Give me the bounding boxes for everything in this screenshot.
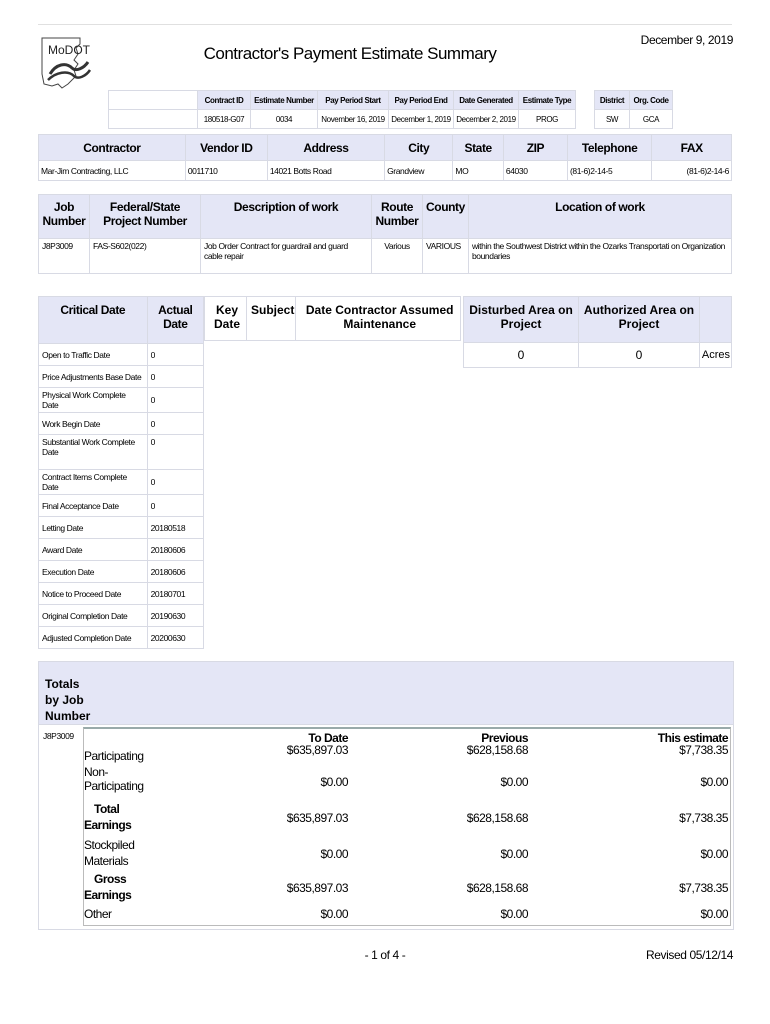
totals-table [83, 727, 731, 926]
critical-date-value: 20180701 [147, 583, 203, 605]
critical-date-header: Critical Date [39, 297, 148, 344]
city-header: City [385, 135, 453, 161]
table-row [39, 388, 204, 413]
critical-dates-table [38, 296, 204, 649]
address-header: Address [267, 135, 384, 161]
project-number-header: Federal/State Project Number [90, 195, 201, 239]
table-row [39, 627, 204, 649]
totals-header-label: Totals by Job Number [45, 677, 91, 723]
totals-row-label: Gross Earnings [84, 872, 132, 902]
zip-header: ZIP [503, 135, 567, 161]
totals-previous: $0.00 [500, 907, 528, 921]
assumed-maintenance-header: Date Contractor Assumed Maintenance [296, 297, 461, 341]
city-value: Grandview [385, 161, 453, 181]
contractor-value: Mar-Jim Contracting, LLC [39, 161, 186, 181]
county-value: VARIOUS [423, 239, 469, 274]
key-dates-header [204, 296, 461, 341]
table-row [39, 539, 204, 561]
table-row [39, 366, 204, 388]
location-header: Location of work [468, 195, 731, 239]
totals-this-estimate: $7,738.35 [679, 881, 728, 895]
telephone-header: Telephone [567, 135, 651, 161]
critical-date-value: 0 [147, 366, 203, 388]
estimate-type-value: PROG [519, 110, 576, 129]
estimate-number-header: Estimate Number [251, 91, 318, 110]
pay-period-end-value: December 1, 2019 [389, 110, 454, 129]
totals-this-estimate: $7,738.35 [679, 811, 728, 825]
contract-id-header: Contract ID [198, 91, 251, 110]
critical-date-value: 0 [147, 388, 203, 413]
critical-date-label: Notice to Proceed Date [39, 583, 148, 605]
address-value: 14021 Botts Road [267, 161, 384, 181]
table-row [39, 435, 204, 470]
key-date-header: Key Date [205, 297, 247, 341]
totals-previous: $628,158.68 [466, 811, 528, 825]
location-value: within the Southwest District within the Ozarks Transportati on Organization boundaries [468, 239, 731, 274]
table-row [39, 470, 204, 495]
critical-date-label: Letting Date [39, 517, 148, 539]
critical-date-value: 0 [147, 435, 203, 470]
table-row [39, 495, 204, 517]
totals-to-date: $635,897.03 [286, 743, 348, 757]
to-date-header: To Date [308, 731, 348, 745]
critical-date-value: 20200630 [147, 627, 203, 649]
table-row [39, 413, 204, 435]
pay-period-end-header: Pay Period End [389, 91, 454, 110]
totals-this-estimate: $0.00 [700, 847, 728, 861]
area-table [463, 296, 732, 368]
critical-date-value: 20180606 [147, 561, 203, 583]
state-header: State [453, 135, 504, 161]
critical-date-label: Execution Date [39, 561, 148, 583]
critical-date-value: 0 [147, 495, 203, 517]
critical-date-label: Substantial Work Complete Date [39, 435, 148, 470]
district-header: District [595, 91, 630, 110]
critical-date-label: Open to Traffic Date [39, 344, 148, 366]
estimate-number-value: 0034 [251, 110, 318, 129]
previous-header: Previous [481, 731, 528, 745]
area-unit: Acres [700, 343, 732, 368]
fax-value: (81-6)2-14-6 [652, 161, 732, 181]
description-value: Job Order Contract for guardrail and guard cable repair [201, 239, 372, 274]
critical-date-label: Work Begin Date [39, 413, 148, 435]
contractor-table [38, 134, 732, 181]
totals-to-date: $0.00 [320, 907, 348, 921]
job-number-value: J8P3009 [39, 239, 90, 274]
telephone-value: (81-6)2-14-5 [567, 161, 651, 181]
totals-this-estimate: $7,738.35 [679, 743, 728, 757]
totals-to-date: $0.00 [320, 847, 348, 861]
totals-row-label: Participating [84, 749, 144, 763]
pay-period-start-header: Pay Period Start [318, 91, 389, 110]
report-date: December 9, 2019 [640, 33, 733, 47]
this-estimate-header: This estimate [657, 731, 728, 745]
subject-header: Subject [247, 297, 296, 341]
svg-text:MoDOT: MoDOT [48, 43, 90, 57]
totals-previous: $0.00 [500, 847, 528, 861]
job-number-header: Job Number [39, 195, 90, 239]
route-number-header: Route Number [372, 195, 423, 239]
table-row [39, 561, 204, 583]
critical-date-label: Original Completion Date [39, 605, 148, 627]
totals-header [38, 661, 734, 725]
table-row [39, 344, 204, 366]
totals-this-estimate: $0.00 [700, 775, 728, 789]
pay-period-start-value: November 16, 2019 [318, 110, 389, 129]
page-number: - 1 of 4 - [364, 948, 406, 962]
project-number-value: FAS-S602(022) [90, 239, 201, 274]
table-row [39, 517, 204, 539]
totals-row-label: Non-Participating [84, 765, 144, 793]
totals-previous: $0.00 [500, 775, 528, 789]
totals-row-label: Total Earnings [84, 802, 132, 832]
state-value: MO [453, 161, 504, 181]
table-row [39, 583, 204, 605]
critical-date-value: 20180606 [147, 539, 203, 561]
actual-date-header: Actual Date [147, 297, 203, 344]
org-code-header: Org. Code [630, 91, 673, 110]
disturbed-area-value: 0 [464, 343, 579, 368]
totals-row-label: Other [84, 907, 112, 921]
vendor-id-header: Vendor ID [185, 135, 267, 161]
totals-job-number: J8P3009 [43, 731, 74, 741]
critical-date-label: Contract Items Complete Date [39, 470, 148, 495]
modot-logo [40, 34, 102, 92]
description-header: Description of work [201, 195, 372, 239]
critical-date-label: Physical Work Complete Date [39, 388, 148, 413]
authorized-area-header: Authorized Area on Project [579, 297, 700, 343]
county-header: County [423, 195, 469, 239]
totals-to-date: $635,897.03 [286, 881, 348, 895]
totals-this-estimate: $0.00 [700, 907, 728, 921]
critical-date-label: Adjusted Completion Date [39, 627, 148, 649]
org-code-value: GCA [630, 110, 673, 129]
date-generated-header: Date Generated [454, 91, 519, 110]
fax-header: FAX [652, 135, 732, 161]
date-generated-value: December 2, 2019 [454, 110, 519, 129]
job-table [38, 194, 732, 274]
top-divider [38, 24, 732, 25]
critical-date-label: Price Adjustments Base Date [39, 366, 148, 388]
contractor-header: Contractor [39, 135, 186, 161]
critical-date-value: 20190630 [147, 605, 203, 627]
zip-value: 64030 [503, 161, 567, 181]
critical-date-value: 0 [147, 344, 203, 366]
page-title: Contractor's Payment Estimate Summary [203, 44, 497, 63]
critical-date-label: Final Acceptance Date [39, 495, 148, 517]
disturbed-area-header: Disturbed Area on Project [464, 297, 579, 343]
totals-previous: $628,158.68 [466, 881, 528, 895]
critical-date-value: 0 [147, 470, 203, 495]
route-number-value: Various [372, 239, 423, 274]
authorized-area-value: 0 [579, 343, 700, 368]
totals-section [38, 724, 734, 930]
totals-previous: $628,158.68 [466, 743, 528, 757]
critical-date-label: Award Date [39, 539, 148, 561]
revised-date: Revised 05/12/14 [646, 948, 733, 962]
table-row [39, 605, 204, 627]
critical-date-value: 20180518 [147, 517, 203, 539]
contract-info-table [108, 90, 673, 129]
totals-to-date: $635,897.03 [286, 811, 348, 825]
critical-date-value: 0 [147, 413, 203, 435]
vendor-id-value: 0011710 [185, 161, 267, 181]
estimate-type-header: Estimate Type [519, 91, 576, 110]
district-value: SW [595, 110, 630, 129]
totals-row-label: Stockpiled Materials [84, 838, 135, 868]
totals-to-date: $0.00 [320, 775, 348, 789]
contract-id-value: 180518-G07 [198, 110, 251, 129]
